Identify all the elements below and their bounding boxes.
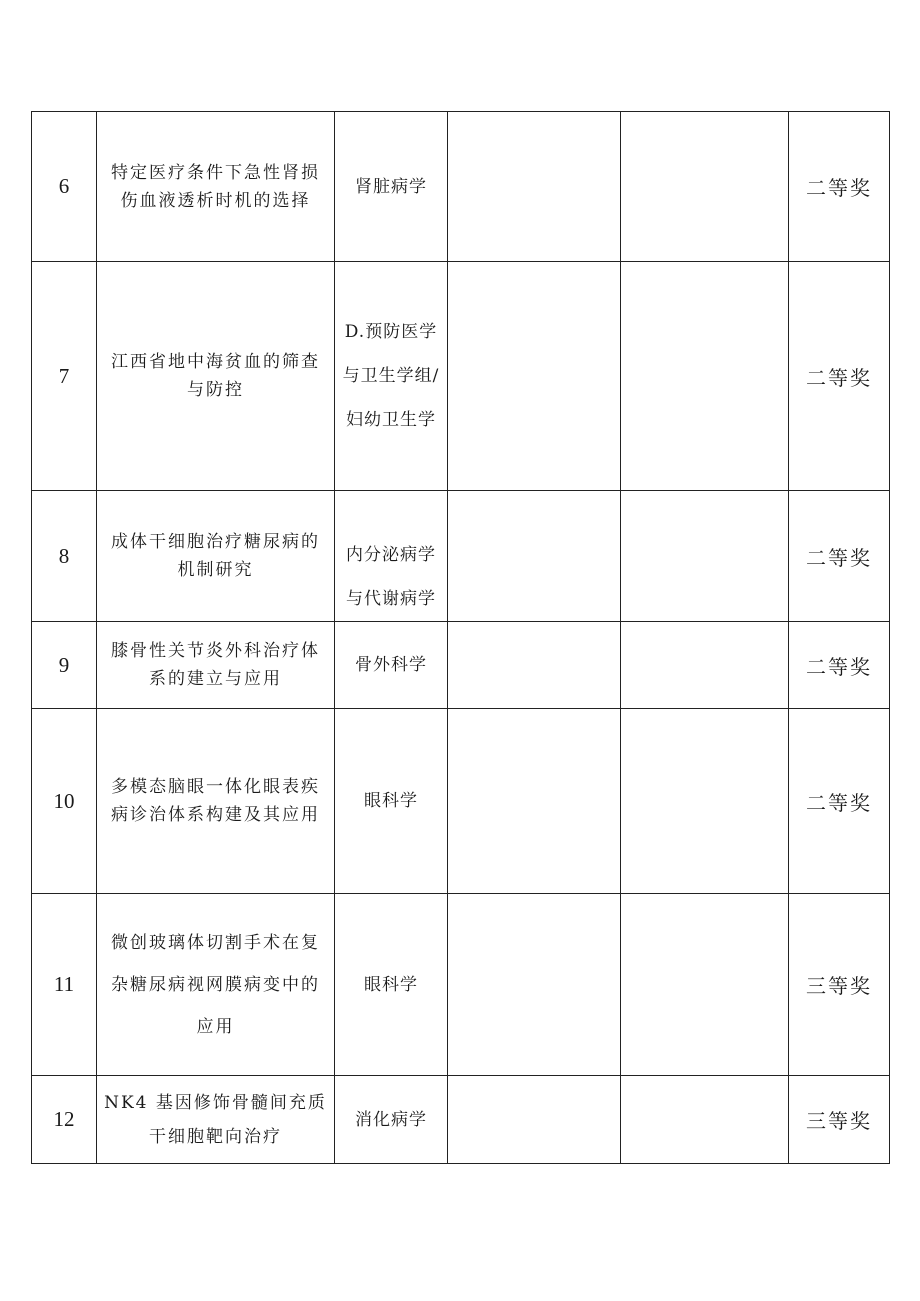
project-title: 膝骨性关节炎外科治疗体 系的建立与应用 [97,622,335,709]
project-title: 微创玻璃体切割手术在复 杂糖尿病视网膜病变中的 应用 [97,894,335,1076]
discipline: 消化病学 [335,1076,448,1164]
discipline: 骨外科学 [335,622,448,709]
award-level: 二等奖 [789,709,890,894]
row-number: 8 [32,491,97,622]
discipline: D.预防医学 与卫生学组/ 妇幼卫生学 [335,262,448,491]
award-level: 二等奖 [789,112,890,262]
table-row [32,112,890,262]
award-level: 二等奖 [789,262,890,491]
row-number: 9 [32,622,97,709]
table-row [32,622,890,709]
row-number: 6 [32,112,97,262]
table-row [32,709,890,894]
row-number: 7 [32,262,97,491]
empty-cell [621,622,789,709]
empty-cell [448,262,621,491]
empty-cell [448,1076,621,1164]
project-title: 成体干细胞治疗糖尿病的 机制研究 [97,491,335,622]
award-level: 三等奖 [789,894,890,1076]
discipline: 肾脏病学 [335,112,448,262]
discipline: 眼科学 [335,894,448,1076]
project-title: 江西省地中海贫血的筛查 与防控 [97,262,335,491]
table-row [32,894,890,1076]
empty-cell [621,709,789,894]
table-row [32,491,890,622]
awards-table-body [32,112,890,1164]
empty-cell [621,894,789,1076]
empty-cell [621,262,789,491]
project-title: 特定医疗条件下急性肾损 伤血液透析时机的选择 [97,112,335,262]
empty-cell [621,491,789,622]
table-row [32,262,890,491]
row-number: 11 [32,894,97,1076]
empty-cell [448,112,621,262]
awards-table [31,111,890,1164]
award-level: 二等奖 [789,622,890,709]
empty-cell [448,622,621,709]
row-number: 12 [32,1076,97,1164]
empty-cell [621,1076,789,1164]
discipline: 眼科学 [335,709,448,894]
empty-cell [621,112,789,262]
project-title: 多模态脑眼一体化眼表疾 病诊治体系构建及其应用 [97,709,335,894]
award-level: 二等奖 [789,491,890,622]
row-number: 10 [32,709,97,894]
empty-cell [448,491,621,622]
award-level: 三等奖 [789,1076,890,1164]
table-row [32,1076,890,1164]
empty-cell [448,709,621,894]
empty-cell [448,894,621,1076]
discipline: 内分泌病学 与代谢病学 [335,491,448,622]
project-title: NK4 基因修饰骨髓间充质 干细胞靶向治疗 [97,1076,335,1164]
